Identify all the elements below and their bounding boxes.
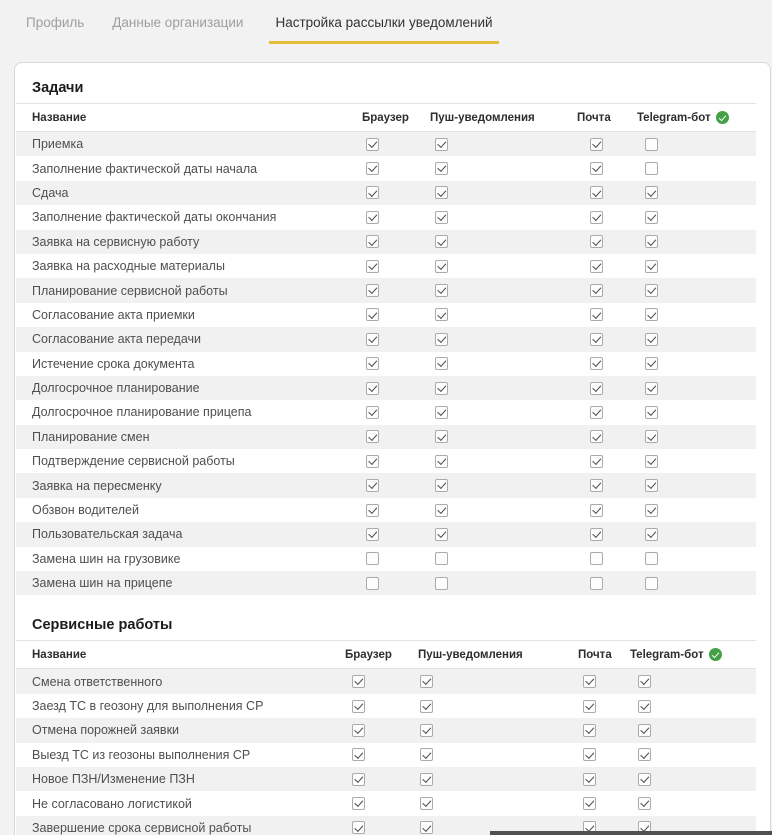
checkbox-cell-mail bbox=[577, 211, 637, 224]
checkbox-mail[interactable] bbox=[590, 186, 603, 199]
checkbox-browser[interactable] bbox=[366, 430, 379, 443]
checkbox-mail[interactable] bbox=[590, 528, 603, 541]
row-label: Подтверждение сервисной работы bbox=[32, 454, 235, 469]
checkbox-mail[interactable] bbox=[590, 552, 603, 565]
checkbox-mail[interactable] bbox=[590, 284, 603, 297]
checkbox-mail[interactable] bbox=[583, 724, 596, 737]
checkbox-telegram[interactable] bbox=[645, 552, 658, 565]
checkbox-browser[interactable] bbox=[366, 552, 379, 565]
row-label: Выезд ТС из геозоны выполнения СР bbox=[32, 747, 251, 762]
checkbox-mail[interactable] bbox=[590, 138, 603, 151]
checkbox-push[interactable] bbox=[420, 748, 433, 761]
checkbox-cell-mail bbox=[577, 162, 637, 175]
column-header-mail: Почта bbox=[578, 648, 612, 661]
checkbox-telegram[interactable] bbox=[638, 675, 651, 688]
checkbox-cell-browser bbox=[362, 211, 430, 224]
checkbox-cell-push bbox=[430, 284, 577, 297]
checkbox-cell-push bbox=[430, 406, 577, 419]
checkbox-mail[interactable] bbox=[590, 357, 603, 370]
column-header-telegram-label: Telegram-бот bbox=[637, 111, 711, 124]
row-label: Сдача bbox=[32, 185, 69, 200]
column-header-name: Название bbox=[32, 648, 87, 661]
checkbox-browser[interactable] bbox=[352, 797, 365, 810]
checkbox-cell-telegram bbox=[637, 138, 756, 151]
checkbox-browser[interactable] bbox=[366, 333, 379, 346]
checkbox-cell-browser bbox=[345, 724, 418, 737]
checkbox-mail[interactable] bbox=[590, 235, 603, 248]
checkbox-cell-telegram bbox=[637, 430, 756, 443]
checkbox-telegram[interactable] bbox=[638, 748, 651, 761]
checkbox-cell-mail bbox=[578, 773, 630, 786]
row-label: Планирование сервисной работы bbox=[32, 283, 228, 298]
row-label: Долгосрочное планирование прицепа bbox=[32, 405, 252, 420]
checkbox-cell-mail bbox=[577, 577, 637, 590]
table-row bbox=[16, 205, 756, 229]
checkbox-cell-telegram bbox=[630, 773, 756, 786]
checkbox-cell-browser bbox=[362, 504, 430, 517]
table-row bbox=[16, 669, 756, 693]
table-header bbox=[16, 103, 756, 132]
table-row bbox=[16, 449, 756, 473]
checkbox-cell-push bbox=[430, 211, 577, 224]
checkbox-cell-mail bbox=[577, 528, 637, 541]
checkbox-push[interactable] bbox=[435, 357, 448, 370]
checkbox-cell-telegram bbox=[630, 797, 756, 810]
checkbox-cell-push bbox=[430, 382, 577, 395]
checkbox-push[interactable] bbox=[435, 455, 448, 468]
table-row bbox=[16, 132, 756, 156]
checkbox-telegram[interactable] bbox=[638, 797, 651, 810]
checkbox-cell-browser bbox=[362, 235, 430, 248]
checkbox-cell-telegram bbox=[630, 724, 756, 737]
checkbox-mail[interactable] bbox=[583, 773, 596, 786]
checkbox-cell-browser bbox=[345, 748, 418, 761]
checkbox-browser[interactable] bbox=[366, 455, 379, 468]
checkbox-push[interactable] bbox=[420, 700, 433, 713]
table-row bbox=[16, 278, 756, 302]
checkbox-push[interactable] bbox=[420, 797, 433, 810]
checkbox-mail[interactable] bbox=[583, 748, 596, 761]
checkbox-browser[interactable] bbox=[366, 308, 379, 321]
checkbox-cell-browser bbox=[362, 284, 430, 297]
table-row bbox=[16, 547, 756, 571]
checkbox-cell-push bbox=[418, 797, 578, 810]
checkbox-cell-mail bbox=[577, 479, 637, 492]
checkbox-cell-browser bbox=[362, 406, 430, 419]
checkbox-push[interactable] bbox=[435, 284, 448, 297]
checkbox-telegram[interactable] bbox=[645, 260, 658, 273]
checkbox-cell-browser bbox=[362, 260, 430, 273]
row-label: Замена шин на прицепе bbox=[32, 576, 173, 591]
tab-organization-data[interactable]: Данные организации bbox=[112, 15, 244, 30]
table-row bbox=[16, 352, 756, 376]
checkbox-cell-telegram bbox=[637, 406, 756, 419]
row-label: Планирование смен bbox=[32, 429, 150, 444]
checkbox-telegram[interactable] bbox=[645, 577, 658, 590]
checkbox-browser[interactable] bbox=[352, 700, 365, 713]
table-row bbox=[16, 376, 756, 400]
table-row bbox=[16, 156, 756, 180]
checkbox-cell-push bbox=[430, 357, 577, 370]
checkbox-cell-browser bbox=[362, 308, 430, 321]
table-row bbox=[16, 327, 756, 351]
section-title-tasks: Задачи bbox=[32, 80, 84, 96]
checkbox-cell-mail bbox=[578, 700, 630, 713]
checkbox-cell-browser bbox=[362, 552, 430, 565]
checkbox-cell-telegram bbox=[630, 675, 756, 688]
checkbox-telegram[interactable] bbox=[638, 724, 651, 737]
checkbox-cell-push bbox=[418, 724, 578, 737]
checkbox-mail[interactable] bbox=[590, 577, 603, 590]
checkbox-cell-mail bbox=[577, 333, 637, 346]
checkbox-cell-push bbox=[430, 260, 577, 273]
checkbox-cell-mail bbox=[578, 797, 630, 810]
checkbox-push[interactable] bbox=[435, 235, 448, 248]
checkbox-mail[interactable] bbox=[590, 504, 603, 517]
checkbox-cell-browser bbox=[362, 479, 430, 492]
checkbox-cell-mail bbox=[578, 675, 630, 688]
checkbox-browser[interactable] bbox=[366, 357, 379, 370]
checkbox-cell-push bbox=[418, 675, 578, 688]
checkbox-cell-telegram bbox=[637, 552, 756, 565]
checkbox-cell-push bbox=[430, 186, 577, 199]
checkbox-browser[interactable] bbox=[366, 577, 379, 590]
checkbox-cell-mail bbox=[577, 260, 637, 273]
checkbox-cell-browser bbox=[362, 382, 430, 395]
table-row bbox=[16, 791, 756, 815]
checkbox-browser[interactable] bbox=[366, 186, 379, 199]
checkbox-mail[interactable] bbox=[590, 406, 603, 419]
checkbox-cell-telegram bbox=[637, 479, 756, 492]
row-label: Завершение срока сервисной работы bbox=[32, 820, 252, 835]
row-label: Пользовательская задача bbox=[32, 527, 183, 542]
checkbox-browser[interactable] bbox=[366, 162, 379, 175]
checkbox-telegram[interactable] bbox=[645, 333, 658, 346]
checkbox-cell-browser bbox=[362, 528, 430, 541]
checkbox-cell-mail bbox=[577, 552, 637, 565]
checkbox-mail[interactable] bbox=[590, 455, 603, 468]
checkbox-cell-push bbox=[418, 700, 578, 713]
checkbox-cell-telegram bbox=[637, 235, 756, 248]
checkbox-mail[interactable] bbox=[583, 675, 596, 688]
checkbox-mail[interactable] bbox=[590, 430, 603, 443]
column-header-telegram bbox=[637, 111, 756, 124]
checkbox-push[interactable] bbox=[435, 162, 448, 175]
row-label: Обзвон водителей bbox=[32, 503, 139, 518]
telegram-verified-check-icon bbox=[716, 111, 729, 124]
row-label: Приемка bbox=[32, 137, 84, 152]
table-row bbox=[16, 425, 756, 449]
checkbox-cell-browser bbox=[345, 797, 418, 810]
checkbox-browser[interactable] bbox=[352, 821, 365, 834]
checkbox-cell-browser bbox=[362, 357, 430, 370]
row-label: Заявка на расходные материалы bbox=[32, 259, 225, 274]
checkbox-mail[interactable] bbox=[583, 700, 596, 713]
checkbox-mail[interactable] bbox=[590, 382, 603, 395]
checkbox-cell-mail bbox=[577, 455, 637, 468]
checkbox-telegram[interactable] bbox=[645, 382, 658, 395]
checkbox-cell-mail bbox=[577, 382, 637, 395]
checkbox-telegram[interactable] bbox=[645, 308, 658, 321]
tab-notification-settings[interactable]: Настройка рассылки уведомлений bbox=[269, 15, 498, 44]
checkbox-mail[interactable] bbox=[590, 333, 603, 346]
checkbox-cell-push bbox=[430, 162, 577, 175]
checkbox-telegram[interactable] bbox=[645, 455, 658, 468]
checkbox-telegram[interactable] bbox=[645, 430, 658, 443]
checkbox-push[interactable] bbox=[435, 382, 448, 395]
table-row bbox=[16, 254, 756, 278]
checkbox-push[interactable] bbox=[435, 333, 448, 346]
checkbox-cell-telegram bbox=[637, 162, 756, 175]
checkbox-cell-mail bbox=[577, 406, 637, 419]
row-label: Истечение срока документа bbox=[32, 356, 195, 371]
tasks-section bbox=[16, 80, 756, 595]
checkbox-cell-browser bbox=[362, 455, 430, 468]
table-row bbox=[16, 743, 756, 767]
row-label: Не согласовано логистикой bbox=[32, 796, 192, 811]
checkbox-telegram[interactable] bbox=[645, 406, 658, 419]
checkbox-cell-browser bbox=[362, 333, 430, 346]
checkbox-push[interactable] bbox=[435, 406, 448, 419]
checkbox-cell-mail bbox=[577, 504, 637, 517]
row-label: Заезд ТС в геозону для выполнения СР bbox=[32, 699, 264, 713]
checkbox-cell-telegram bbox=[637, 455, 756, 468]
section-title-service-works: Сервисные работы bbox=[32, 617, 173, 634]
checkbox-browser[interactable] bbox=[366, 211, 379, 224]
table-row bbox=[16, 718, 756, 742]
service-works-table-body bbox=[16, 669, 756, 835]
settings-tabbar bbox=[0, 0, 772, 62]
checkbox-telegram[interactable] bbox=[645, 504, 658, 517]
checkbox-browser[interactable] bbox=[366, 504, 379, 517]
checkbox-push[interactable] bbox=[435, 479, 448, 492]
checkbox-cell-push bbox=[418, 773, 578, 786]
checkbox-cell-browser bbox=[362, 577, 430, 590]
checkbox-push[interactable] bbox=[435, 186, 448, 199]
table-row bbox=[16, 694, 756, 718]
checkbox-cell-browser bbox=[345, 821, 418, 834]
checkbox-push[interactable] bbox=[435, 430, 448, 443]
checkbox-push[interactable] bbox=[420, 773, 433, 786]
checkbox-browser[interactable] bbox=[352, 675, 365, 688]
tasks-table-body bbox=[16, 132, 756, 595]
row-label: Заявка на пересменку bbox=[32, 478, 162, 493]
service-works-section bbox=[16, 617, 756, 835]
table-row bbox=[16, 498, 756, 522]
checkbox-cell-push bbox=[430, 308, 577, 321]
checkbox-cell-push bbox=[430, 235, 577, 248]
checkbox-cell-mail bbox=[577, 138, 637, 151]
checkbox-push[interactable] bbox=[435, 211, 448, 224]
checkbox-cell-browser bbox=[362, 138, 430, 151]
checkbox-push[interactable] bbox=[420, 821, 433, 834]
table-row bbox=[16, 571, 756, 595]
table-header bbox=[16, 640, 756, 669]
checkbox-browser[interactable] bbox=[366, 479, 379, 492]
column-header-name: Название bbox=[32, 111, 87, 124]
checkbox-cell-push bbox=[430, 479, 577, 492]
checkbox-cell-push bbox=[430, 430, 577, 443]
checkbox-browser[interactable] bbox=[366, 138, 379, 151]
notification-settings-card bbox=[14, 62, 771, 835]
checkbox-push[interactable] bbox=[435, 528, 448, 541]
checkbox-push[interactable] bbox=[435, 504, 448, 517]
checkbox-cell-push bbox=[430, 455, 577, 468]
checkbox-cell-telegram bbox=[637, 308, 756, 321]
checkbox-cell-push bbox=[430, 138, 577, 151]
column-header-mail: Почта bbox=[577, 111, 611, 124]
row-label: Заполнение фактической даты начала bbox=[32, 161, 258, 176]
checkbox-telegram[interactable] bbox=[645, 479, 658, 492]
column-header-browser: Браузер bbox=[362, 111, 409, 124]
checkbox-cell-telegram bbox=[637, 528, 756, 541]
checkbox-browser[interactable] bbox=[366, 260, 379, 273]
checkbox-cell-browser bbox=[362, 186, 430, 199]
checkbox-cell-mail bbox=[577, 186, 637, 199]
checkbox-push[interactable] bbox=[435, 577, 448, 590]
row-label: Долгосрочное планирование bbox=[32, 381, 200, 396]
checkbox-mail[interactable] bbox=[590, 479, 603, 492]
column-header-telegram-label: Telegram-бот bbox=[630, 648, 704, 661]
table-row bbox=[16, 400, 756, 424]
row-label: Смена ответственного bbox=[32, 674, 163, 689]
table-row bbox=[16, 230, 756, 254]
checkbox-cell-mail bbox=[577, 284, 637, 297]
checkbox-cell-telegram bbox=[630, 748, 756, 761]
checkbox-push[interactable] bbox=[420, 675, 433, 688]
checkbox-push[interactable] bbox=[435, 308, 448, 321]
tab-profile[interactable]: Профиль bbox=[26, 15, 85, 30]
checkbox-cell-browser bbox=[345, 773, 418, 786]
checkbox-cell-push bbox=[430, 577, 577, 590]
checkbox-telegram[interactable] bbox=[645, 211, 658, 224]
checkbox-push[interactable] bbox=[435, 260, 448, 273]
checkbox-cell-browser bbox=[362, 162, 430, 175]
checkbox-cell-telegram bbox=[637, 504, 756, 517]
table-row bbox=[16, 181, 756, 205]
checkbox-browser[interactable] bbox=[366, 235, 379, 248]
bottom-edge-artifact bbox=[490, 831, 772, 835]
checkbox-cell-browser bbox=[345, 700, 418, 713]
checkbox-cell-telegram bbox=[637, 211, 756, 224]
checkbox-cell-mail bbox=[577, 357, 637, 370]
column-header-push: Пуш-уведомления bbox=[430, 111, 535, 124]
row-label: Замена шин на грузовике bbox=[32, 551, 181, 566]
checkbox-cell-mail bbox=[578, 724, 630, 737]
row-label: Согласование акта приемки bbox=[32, 307, 195, 322]
row-label: Согласование акта передачи bbox=[32, 332, 202, 347]
checkbox-telegram[interactable] bbox=[645, 162, 658, 175]
checkbox-cell-push bbox=[430, 552, 577, 565]
checkbox-telegram[interactable] bbox=[645, 186, 658, 199]
checkbox-cell-mail bbox=[578, 748, 630, 761]
checkbox-mail[interactable] bbox=[590, 162, 603, 175]
checkbox-cell-telegram bbox=[637, 333, 756, 346]
checkbox-cell-mail bbox=[577, 430, 637, 443]
row-label: Заявка на сервисную работу bbox=[32, 234, 200, 249]
checkbox-telegram[interactable] bbox=[645, 284, 658, 297]
checkbox-cell-mail bbox=[577, 308, 637, 321]
column-header-push: Пуш-уведомления bbox=[418, 648, 523, 661]
checkbox-cell-telegram bbox=[637, 186, 756, 199]
checkbox-browser[interactable] bbox=[366, 382, 379, 395]
checkbox-mail[interactable] bbox=[590, 260, 603, 273]
checkbox-cell-telegram bbox=[630, 700, 756, 713]
checkbox-telegram[interactable] bbox=[645, 357, 658, 370]
checkbox-telegram[interactable] bbox=[638, 773, 651, 786]
checkbox-cell-browser bbox=[345, 675, 418, 688]
checkbox-browser[interactable] bbox=[352, 724, 365, 737]
telegram-verified-check-icon bbox=[709, 648, 722, 661]
checkbox-cell-push bbox=[430, 528, 577, 541]
table-row bbox=[16, 473, 756, 497]
checkbox-browser[interactable] bbox=[366, 406, 379, 419]
checkbox-browser[interactable] bbox=[366, 284, 379, 297]
row-label: Новое ПЗН/Изменение ПЗН bbox=[32, 772, 195, 787]
checkbox-telegram[interactable] bbox=[638, 700, 651, 713]
checkbox-cell-push bbox=[418, 748, 578, 761]
checkbox-cell-telegram bbox=[637, 284, 756, 297]
checkbox-telegram[interactable] bbox=[645, 528, 658, 541]
table-row bbox=[16, 303, 756, 327]
checkbox-browser[interactable] bbox=[352, 773, 365, 786]
checkbox-browser[interactable] bbox=[366, 528, 379, 541]
checkbox-mail[interactable] bbox=[583, 797, 596, 810]
checkbox-cell-browser bbox=[362, 430, 430, 443]
checkbox-push[interactable] bbox=[435, 552, 448, 565]
row-label: Отмена порожней заявки bbox=[32, 723, 180, 738]
checkbox-telegram[interactable] bbox=[645, 138, 658, 151]
checkbox-push[interactable] bbox=[420, 724, 433, 737]
checkbox-cell-telegram bbox=[637, 357, 756, 370]
checkbox-cell-telegram bbox=[637, 577, 756, 590]
column-header-telegram bbox=[630, 648, 756, 661]
checkbox-cell-push bbox=[430, 504, 577, 517]
table-row bbox=[16, 522, 756, 546]
checkbox-push[interactable] bbox=[435, 138, 448, 151]
checkbox-mail[interactable] bbox=[590, 308, 603, 321]
checkbox-mail[interactable] bbox=[590, 211, 603, 224]
checkbox-cell-mail bbox=[577, 235, 637, 248]
table-row bbox=[16, 767, 756, 791]
checkbox-cell-telegram bbox=[637, 260, 756, 273]
column-header-browser: Браузер bbox=[345, 648, 392, 661]
checkbox-cell-telegram bbox=[637, 382, 756, 395]
checkbox-cell-push bbox=[430, 333, 577, 346]
checkbox-telegram[interactable] bbox=[645, 235, 658, 248]
row-label: Заполнение фактической даты окончания bbox=[32, 210, 277, 225]
checkbox-browser[interactable] bbox=[352, 748, 365, 761]
